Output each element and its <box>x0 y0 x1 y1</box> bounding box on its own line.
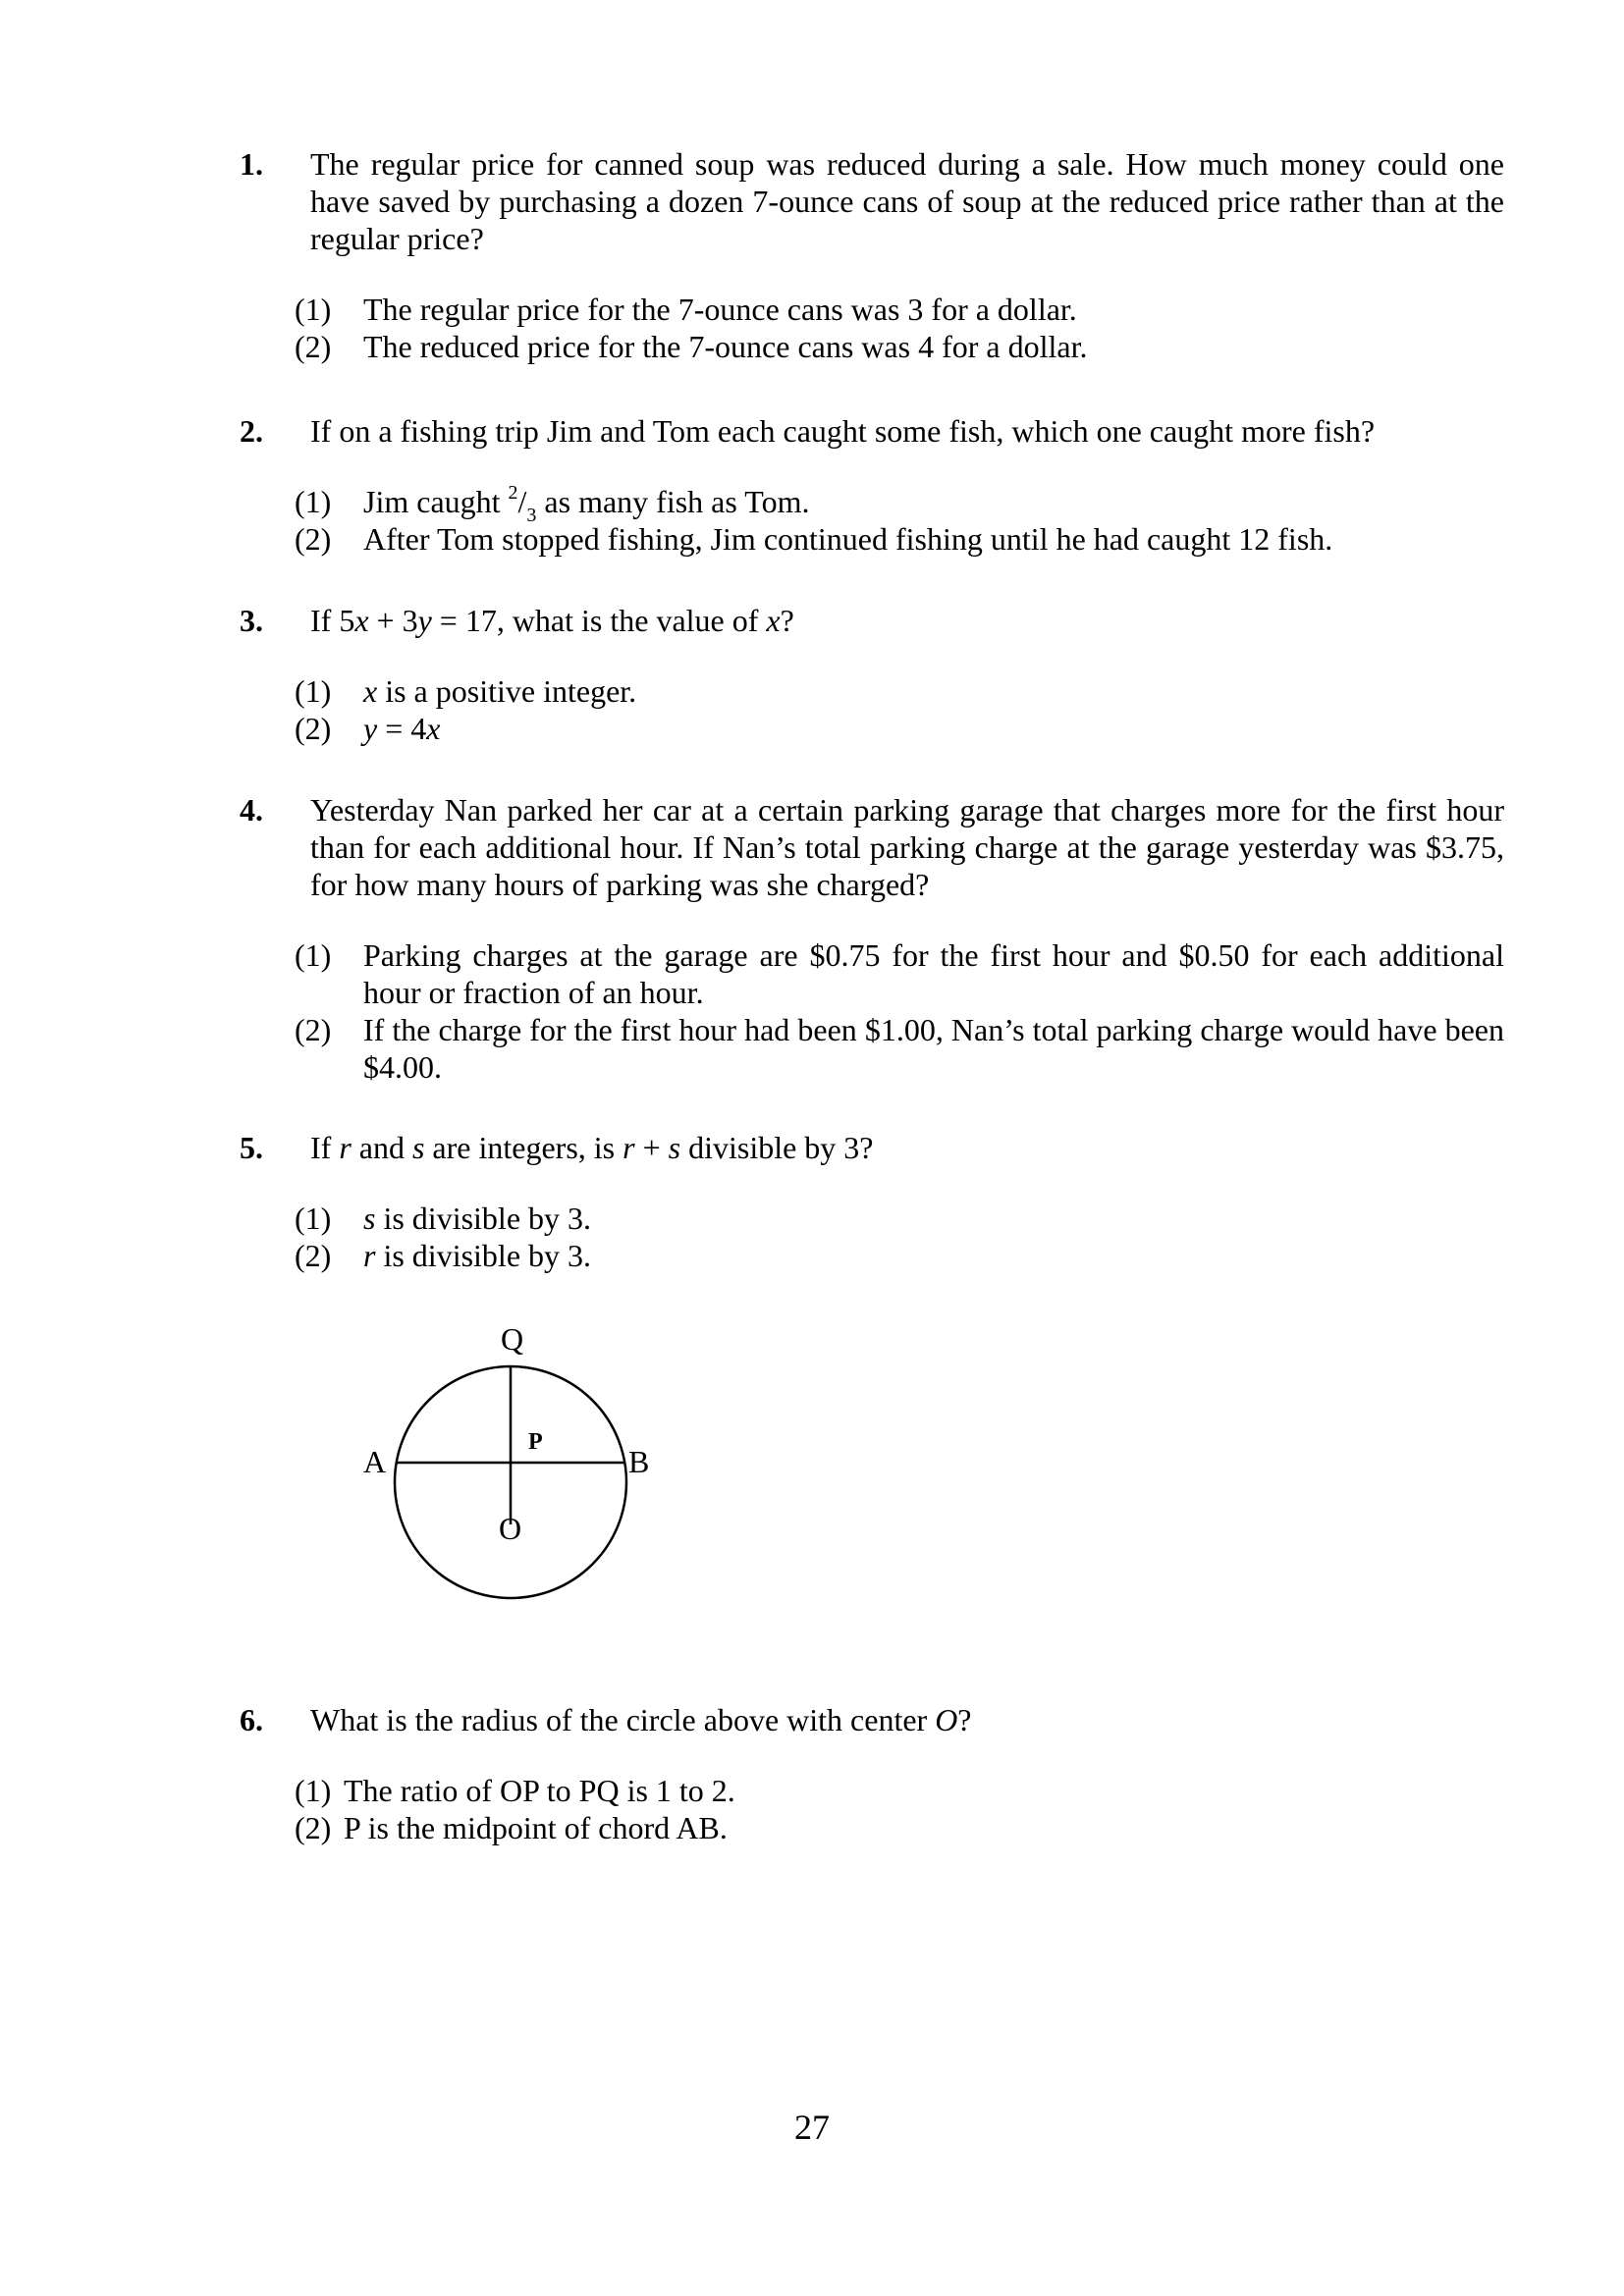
variable: x <box>363 673 378 709</box>
statements <box>295 936 1504 1086</box>
question-text: Yesterday Nan parked her car at a certain parking garage that charges more for the first hour than for each additional hour. If Nan’s total parking charge at the garage yesterday was $3.75, for how many hours of parking was she charged? <box>310 792 1504 902</box>
statement-label: (1) <box>295 484 332 519</box>
text-part: + <box>634 1130 669 1165</box>
statement-1 <box>295 672 1504 710</box>
variable: x <box>426 711 441 746</box>
statement-text: is divisible by 3. <box>375 1201 592 1236</box>
statement-text: P is the midpoint of chord AB. <box>344 1810 728 1845</box>
statements <box>295 1772 1504 1846</box>
question-number: 6. <box>240 1702 263 1737</box>
statement-text: Parking charges at the garage are $0.75 for the first hour and $0.50 for each additional hour or fraction of an hour. <box>363 937 1504 1010</box>
statement-label: (1) <box>295 292 332 327</box>
statement-label: (1) <box>295 937 332 973</box>
variable: r <box>363 1238 376 1273</box>
question-3 <box>240 602 1516 747</box>
statements <box>295 483 1504 558</box>
label-o: O <box>499 1511 522 1546</box>
statement-label: (2) <box>295 1810 332 1845</box>
statement-label: (2) <box>295 329 332 364</box>
question-4 <box>240 791 1516 1086</box>
statement-label: (2) <box>295 711 332 746</box>
statement-label: (1) <box>295 673 332 709</box>
question-number: 3. <box>240 603 263 638</box>
statement-label: (1) <box>295 1201 332 1236</box>
variable-x: x <box>766 603 781 638</box>
statement-1 <box>295 291 1504 328</box>
question-number: 5. <box>240 1130 263 1165</box>
variable-r: r <box>339 1130 352 1165</box>
statement-text-pre: Jim caught <box>363 484 509 519</box>
statement-1 <box>295 1772 1504 1809</box>
question-text <box>310 1129 1504 1166</box>
question-2 <box>240 412 1516 558</box>
statement-2 <box>295 328 1504 365</box>
question-text <box>310 1701 1504 1738</box>
statements <box>295 672 1504 747</box>
statement-2 <box>295 1809 1504 1846</box>
variable-y: y <box>417 603 432 638</box>
variable: s <box>363 1201 376 1236</box>
statement-2 <box>295 520 1504 558</box>
statement-text: If the charge for the first hour had been $1.00, Nan’s total parking charge would have been $4.00. <box>363 1012 1504 1085</box>
statement-label: (1) <box>295 1773 332 1808</box>
statement-text-post: as many fish as Tom. <box>536 484 810 519</box>
statement-text: = 4 <box>377 711 427 746</box>
fraction-denominator: 3 <box>526 505 537 527</box>
text-part: divisible by 3? <box>680 1130 874 1165</box>
statement-label: (2) <box>295 1012 332 1047</box>
statement-1 <box>295 482 1504 527</box>
statement-text: The reduced price for the 7-ounce cans was 4 for a dollar. <box>363 329 1088 364</box>
question-text <box>310 602 1504 639</box>
question-1 <box>240 145 1516 365</box>
variable-s: s <box>668 1130 681 1165</box>
statement-text: The ratio of OP to PQ is 1 to 2. <box>344 1773 735 1808</box>
statement-label: (2) <box>295 1238 332 1273</box>
question-6 <box>240 1701 1516 1846</box>
variable-o: O <box>935 1702 958 1737</box>
statement-text: is a positive integer. <box>377 673 637 709</box>
question-text: The regular price for canned soup was reduced during a sale. How much money could one have saved by purchasing a dozen 7-ounce cans of soup at the reduced price rather than at the regular price? <box>310 146 1504 256</box>
text-part: = 17, what is the value of <box>431 603 767 638</box>
statements <box>295 291 1504 365</box>
fraction: $^2/_3$ <box>508 482 537 527</box>
statements <box>295 1200 1504 1274</box>
question-5 <box>240 1129 1516 1274</box>
variable-s: s <box>411 1130 425 1165</box>
circle-diagram <box>334 1296 687 1629</box>
statement-text: After Tom stopped fishing, Jim continued fishing until he had caught 12 fish. <box>363 521 1333 557</box>
text-part: + 3 <box>368 603 418 638</box>
statement-2 <box>295 710 1504 747</box>
question-number: 1. <box>240 146 263 182</box>
question-number: 4. <box>240 792 263 828</box>
statement-2 <box>295 1011 1504 1086</box>
question-number: 2. <box>240 413 263 449</box>
statement-text: The regular price for the 7-ounce cans was 3 for a dollar. <box>363 292 1077 327</box>
fraction-numerator: 2 <box>508 482 518 505</box>
label-a: A <box>363 1444 387 1479</box>
statement-text: is divisible by 3. <box>375 1238 592 1273</box>
label-q: Q <box>501 1321 524 1357</box>
text-part: are integers, is <box>424 1130 623 1165</box>
statement-2 <box>295 1237 1504 1274</box>
statement-1 <box>295 1200 1504 1237</box>
text-part: If 5 <box>310 603 355 638</box>
statement-label: (2) <box>295 521 332 557</box>
text-part: ? <box>957 1702 972 1737</box>
label-p: P <box>528 1429 543 1455</box>
text-part: ? <box>780 603 794 638</box>
page-number: 27 <box>794 2108 830 2147</box>
question-text: If on a fishing trip Jim and Tom each caught some fish, which one caught more fish? <box>310 413 1376 449</box>
variable-x: x <box>354 603 369 638</box>
variable-r: r <box>623 1130 635 1165</box>
text-part: and <box>351 1130 412 1165</box>
variable: y <box>363 711 378 746</box>
text-part: If <box>310 1130 340 1165</box>
text-part: What is the radius of the circle above with center <box>310 1702 936 1737</box>
label-b: B <box>628 1444 650 1479</box>
statement-1 <box>295 936 1504 1011</box>
